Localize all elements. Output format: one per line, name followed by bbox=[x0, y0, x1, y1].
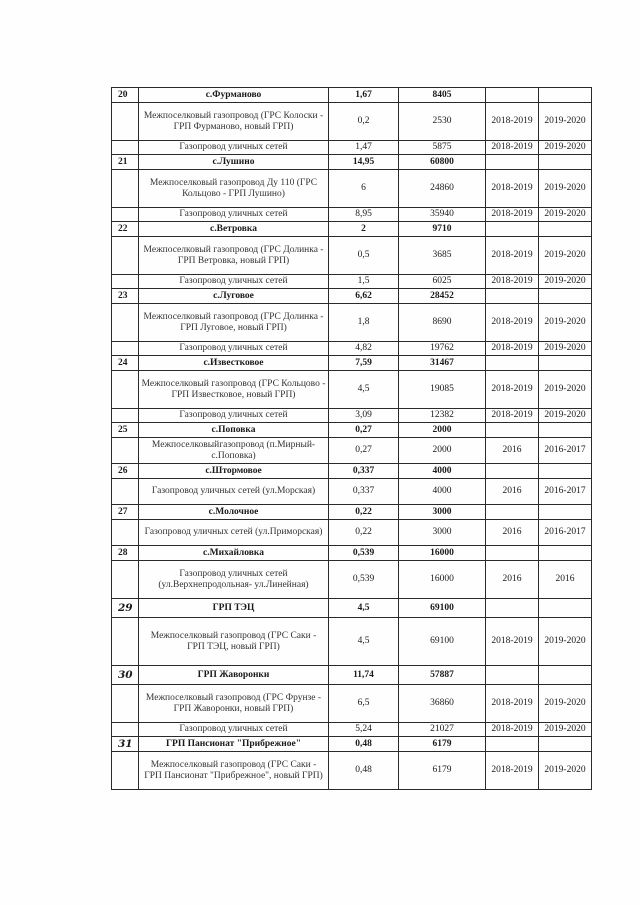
row-number bbox=[112, 618, 139, 666]
length-km: 1,47 bbox=[329, 141, 399, 155]
length-km: 1,67 bbox=[329, 88, 399, 103]
row-number: 29 bbox=[112, 599, 139, 618]
cost-value: 6179 bbox=[399, 752, 486, 790]
cost-value: 2000 bbox=[399, 438, 486, 464]
pipeline-row bbox=[112, 438, 592, 464]
pipeline-row bbox=[112, 520, 592, 546]
row-number bbox=[112, 275, 139, 289]
design-period bbox=[486, 423, 539, 438]
design-period: 2016 bbox=[486, 520, 539, 546]
pipeline-row bbox=[112, 371, 592, 409]
build-period: 2019-2020 bbox=[539, 304, 592, 342]
locality-name: с.Молочное bbox=[139, 505, 329, 520]
length-km: 0,337 bbox=[329, 464, 399, 479]
cost-value: 69100 bbox=[399, 599, 486, 618]
build-period bbox=[539, 356, 592, 371]
locality-row bbox=[112, 356, 592, 371]
locality-name: ГРП ТЭЦ bbox=[139, 599, 329, 618]
locality-name: с.Известковое bbox=[139, 356, 329, 371]
design-period bbox=[486, 356, 539, 371]
build-period: 2019-2020 bbox=[539, 723, 592, 737]
length-km: 1,8 bbox=[329, 304, 399, 342]
row-number bbox=[112, 208, 139, 222]
build-period bbox=[539, 546, 592, 561]
cost-value: 16000 bbox=[399, 546, 486, 561]
pipeline-description: Газопровод уличных сетей bbox=[139, 342, 329, 356]
pipeline-row bbox=[112, 561, 592, 599]
pipeline-description: Межпоселковыйгазопровод (п.Мирный-с.Поповка) bbox=[139, 438, 329, 464]
length-km: 0,27 bbox=[329, 438, 399, 464]
cost-value: 16000 bbox=[399, 561, 486, 599]
design-period bbox=[486, 88, 539, 103]
row-number bbox=[112, 752, 139, 790]
row-number: 28 bbox=[112, 546, 139, 561]
length-km: 0,48 bbox=[329, 752, 399, 790]
pipeline-row bbox=[112, 618, 592, 666]
cost-value: 8690 bbox=[399, 304, 486, 342]
cost-value: 3685 bbox=[399, 237, 486, 275]
row-number bbox=[112, 409, 139, 423]
cost-value: 9710 bbox=[399, 222, 486, 237]
length-km: 4,5 bbox=[329, 599, 399, 618]
design-period: 2018-2019 bbox=[486, 618, 539, 666]
row-number bbox=[112, 371, 139, 409]
build-period bbox=[539, 222, 592, 237]
row-number: 22 bbox=[112, 222, 139, 237]
design-period bbox=[486, 666, 539, 685]
pipeline-description: Межпоселковый газопровод (ГРС Долинка - ГРП Ветровка, новый ГРП) bbox=[139, 237, 329, 275]
build-period: 2019-2020 bbox=[539, 371, 592, 409]
locality-name: с.Ветровка bbox=[139, 222, 329, 237]
build-period: 2016-2017 bbox=[539, 520, 592, 546]
row-number bbox=[112, 170, 139, 208]
row-number bbox=[112, 304, 139, 342]
row-number: 21 bbox=[112, 155, 139, 170]
design-period bbox=[486, 599, 539, 618]
cost-value: 8405 bbox=[399, 88, 486, 103]
locality-name: с.Луговое bbox=[139, 289, 329, 304]
locality-name: с.Лушино bbox=[139, 155, 329, 170]
length-km: 4,5 bbox=[329, 618, 399, 666]
row-number bbox=[112, 438, 139, 464]
length-km: 6 bbox=[329, 170, 399, 208]
design-period bbox=[486, 737, 539, 752]
design-period: 2018-2019 bbox=[486, 342, 539, 356]
design-period: 2018-2019 bbox=[486, 275, 539, 289]
locality-name: с.Поповка bbox=[139, 423, 329, 438]
cost-value: 24860 bbox=[399, 170, 486, 208]
locality-name: ГРП Пансионат "Прибрежное" bbox=[139, 737, 329, 752]
build-period: 2019-2020 bbox=[539, 752, 592, 790]
design-period: 2018-2019 bbox=[486, 304, 539, 342]
build-period: 2019-2020 bbox=[539, 342, 592, 356]
design-period bbox=[486, 155, 539, 170]
row-number bbox=[112, 141, 139, 155]
length-km: 1,5 bbox=[329, 275, 399, 289]
locality-name: с.Штормовое bbox=[139, 464, 329, 479]
design-period: 2018-2019 bbox=[486, 237, 539, 275]
pipeline-description: Газопровод уличных сетей bbox=[139, 409, 329, 423]
pipeline-row bbox=[112, 723, 592, 737]
locality-name: с.Фурманово bbox=[139, 88, 329, 103]
design-period: 2018-2019 bbox=[486, 208, 539, 222]
design-period: 2018-2019 bbox=[486, 371, 539, 409]
pipeline-description: Межпоселковый газопровод (ГРС Саки - ГРП Пансионат "Прибрежное", новый ГРП) bbox=[139, 752, 329, 790]
length-km: 6,62 bbox=[329, 289, 399, 304]
build-period: 2019-2020 bbox=[539, 208, 592, 222]
build-period bbox=[539, 289, 592, 304]
build-period: 2019-2020 bbox=[539, 170, 592, 208]
locality-row bbox=[112, 289, 592, 304]
pipeline-description: Газопровод уличных сетей bbox=[139, 208, 329, 222]
length-km: 0,22 bbox=[329, 520, 399, 546]
build-period: 2019-2020 bbox=[539, 618, 592, 666]
locality-row bbox=[112, 222, 592, 237]
pipeline-row bbox=[112, 479, 592, 505]
design-period bbox=[486, 289, 539, 304]
row-number bbox=[112, 561, 139, 599]
design-period: 2018-2019 bbox=[486, 141, 539, 155]
row-number bbox=[112, 520, 139, 546]
locality-name: ГРП Жаворонки bbox=[139, 666, 329, 685]
cost-value: 69100 bbox=[399, 618, 486, 666]
build-period: 2019-2020 bbox=[539, 275, 592, 289]
length-km: 2 bbox=[329, 222, 399, 237]
build-period: 2019-2020 bbox=[539, 141, 592, 155]
row-number bbox=[112, 342, 139, 356]
cost-value: 19085 bbox=[399, 371, 486, 409]
cost-value: 4000 bbox=[399, 479, 486, 505]
pipeline-row bbox=[112, 752, 592, 790]
design-period: 2018-2019 bbox=[486, 723, 539, 737]
cost-value: 3000 bbox=[399, 505, 486, 520]
pipeline-row bbox=[112, 141, 592, 155]
design-period: 2018-2019 bbox=[486, 409, 539, 423]
build-period: 2019-2020 bbox=[539, 237, 592, 275]
locality-row bbox=[112, 546, 592, 561]
build-period bbox=[539, 88, 592, 103]
build-period: 2019-2020 bbox=[539, 685, 592, 723]
build-period bbox=[539, 423, 592, 438]
pipeline-description: Газопровод уличных сетей bbox=[139, 275, 329, 289]
pipeline-description: Межпоселковый газопровод (ГРС Долинка - ГРП Луговое, новый ГРП) bbox=[139, 304, 329, 342]
cost-value: 28452 bbox=[399, 289, 486, 304]
row-number bbox=[112, 723, 139, 737]
pipeline-row bbox=[112, 237, 592, 275]
pipeline-row bbox=[112, 170, 592, 208]
table-body bbox=[112, 88, 592, 790]
length-km: 0,2 bbox=[329, 103, 399, 141]
design-period bbox=[486, 464, 539, 479]
cost-value: 57887 bbox=[399, 666, 486, 685]
row-number bbox=[112, 103, 139, 141]
length-km: 8,95 bbox=[329, 208, 399, 222]
row-number: 26 bbox=[112, 464, 139, 479]
cost-value: 2000 bbox=[399, 423, 486, 438]
length-km: 0,5 bbox=[329, 237, 399, 275]
pipeline-description: Газопровод уличных сетей (ул.Приморская) bbox=[139, 520, 329, 546]
cost-value: 36860 bbox=[399, 685, 486, 723]
locality-row bbox=[112, 737, 592, 752]
row-number: 25 bbox=[112, 423, 139, 438]
design-period: 2016 bbox=[486, 479, 539, 505]
cost-value: 31467 bbox=[399, 356, 486, 371]
design-period bbox=[486, 505, 539, 520]
gasification-table bbox=[111, 87, 592, 790]
pipeline-row bbox=[112, 342, 592, 356]
locality-row bbox=[112, 505, 592, 520]
cost-value: 35940 bbox=[399, 208, 486, 222]
pipeline-row bbox=[112, 208, 592, 222]
build-period: 2016 bbox=[539, 561, 592, 599]
pipeline-row bbox=[112, 103, 592, 141]
cost-value: 5875 bbox=[399, 141, 486, 155]
length-km: 0,27 bbox=[329, 423, 399, 438]
locality-row bbox=[112, 155, 592, 170]
length-km: 5,24 bbox=[329, 723, 399, 737]
build-period: 2016-2017 bbox=[539, 438, 592, 464]
length-km: 0,539 bbox=[329, 546, 399, 561]
locality-row bbox=[112, 599, 592, 618]
pipeline-row bbox=[112, 275, 592, 289]
cost-value: 19762 bbox=[399, 342, 486, 356]
cost-value: 2530 bbox=[399, 103, 486, 141]
pipeline-row bbox=[112, 304, 592, 342]
length-km: 0,539 bbox=[329, 561, 399, 599]
length-km: 0,337 bbox=[329, 479, 399, 505]
design-period: 2018-2019 bbox=[486, 103, 539, 141]
length-km: 3,09 bbox=[329, 409, 399, 423]
pipeline-description: Межпоселковый газопровод (ГРС Фрунзе - ГРП Жаворонки, новый ГРП) bbox=[139, 685, 329, 723]
pipeline-description: Межпоселковый газопровод Ду 110 (ГРС Кольцово - ГРП Лушино) bbox=[139, 170, 329, 208]
length-km: 6,5 bbox=[329, 685, 399, 723]
build-period bbox=[539, 505, 592, 520]
cost-value: 6025 bbox=[399, 275, 486, 289]
cost-value: 6179 bbox=[399, 737, 486, 752]
length-km: 0,22 bbox=[329, 505, 399, 520]
cost-value: 21027 bbox=[399, 723, 486, 737]
design-period: 2016 bbox=[486, 438, 539, 464]
build-period: 2019-2020 bbox=[539, 409, 592, 423]
cost-value: 4000 bbox=[399, 464, 486, 479]
length-km: 0,48 bbox=[329, 737, 399, 752]
row-number: 30 bbox=[112, 666, 139, 685]
row-number: 23 bbox=[112, 289, 139, 304]
row-number: 27 bbox=[112, 505, 139, 520]
build-period bbox=[539, 155, 592, 170]
design-period: 2018-2019 bbox=[486, 685, 539, 723]
pipeline-description: Газопровод уличных сетей (ул.Морская) bbox=[139, 479, 329, 505]
locality-row bbox=[112, 88, 592, 103]
row-number: 24 bbox=[112, 356, 139, 371]
cost-value: 12382 bbox=[399, 409, 486, 423]
cost-value: 3000 bbox=[399, 520, 486, 546]
design-period bbox=[486, 546, 539, 561]
build-period bbox=[539, 464, 592, 479]
row-number bbox=[112, 685, 139, 723]
length-km: 4,5 bbox=[329, 371, 399, 409]
pipeline-description: Межпоселковый газопровод (ГРС Колоски - ГРП Фурманово, новый ГРП) bbox=[139, 103, 329, 141]
locality-row bbox=[112, 464, 592, 479]
row-number bbox=[112, 237, 139, 275]
pipeline-description: Межпоселковый газопровод (ГРС Кольцово - ГРП Известковое, новый ГРП) bbox=[139, 371, 329, 409]
length-km: 4,82 bbox=[329, 342, 399, 356]
locality-row bbox=[112, 423, 592, 438]
length-km: 14,95 bbox=[329, 155, 399, 170]
build-period bbox=[539, 599, 592, 618]
pipeline-row bbox=[112, 409, 592, 423]
design-period: 2016 bbox=[486, 561, 539, 599]
build-period: 2019-2020 bbox=[539, 103, 592, 141]
pipeline-description: Межпоселковый газопровод (ГРС Саки - ГРП ТЭЦ, новый ГРП) bbox=[139, 618, 329, 666]
length-km: 11,74 bbox=[329, 666, 399, 685]
build-period bbox=[539, 737, 592, 752]
build-period bbox=[539, 666, 592, 685]
locality-row bbox=[112, 666, 592, 685]
pipeline-row bbox=[112, 685, 592, 723]
design-period bbox=[486, 222, 539, 237]
length-km: 7,59 bbox=[329, 356, 399, 371]
row-number bbox=[112, 479, 139, 505]
build-period: 2016-2017 bbox=[539, 479, 592, 505]
row-number: 31 bbox=[112, 737, 139, 752]
locality-name: с.Михайловка bbox=[139, 546, 329, 561]
pipeline-description: Газопровод уличных сетей bbox=[139, 723, 329, 737]
design-period: 2018-2019 bbox=[486, 170, 539, 208]
pipeline-description: Газопровод уличных сетей bbox=[139, 141, 329, 155]
design-period: 2018-2019 bbox=[486, 752, 539, 790]
cost-value: 60800 bbox=[399, 155, 486, 170]
row-number: 20 bbox=[112, 88, 139, 103]
pipeline-description: Газопровод уличных сетей (ул.Верхнепродольная- ул.Линейная) bbox=[139, 561, 329, 599]
